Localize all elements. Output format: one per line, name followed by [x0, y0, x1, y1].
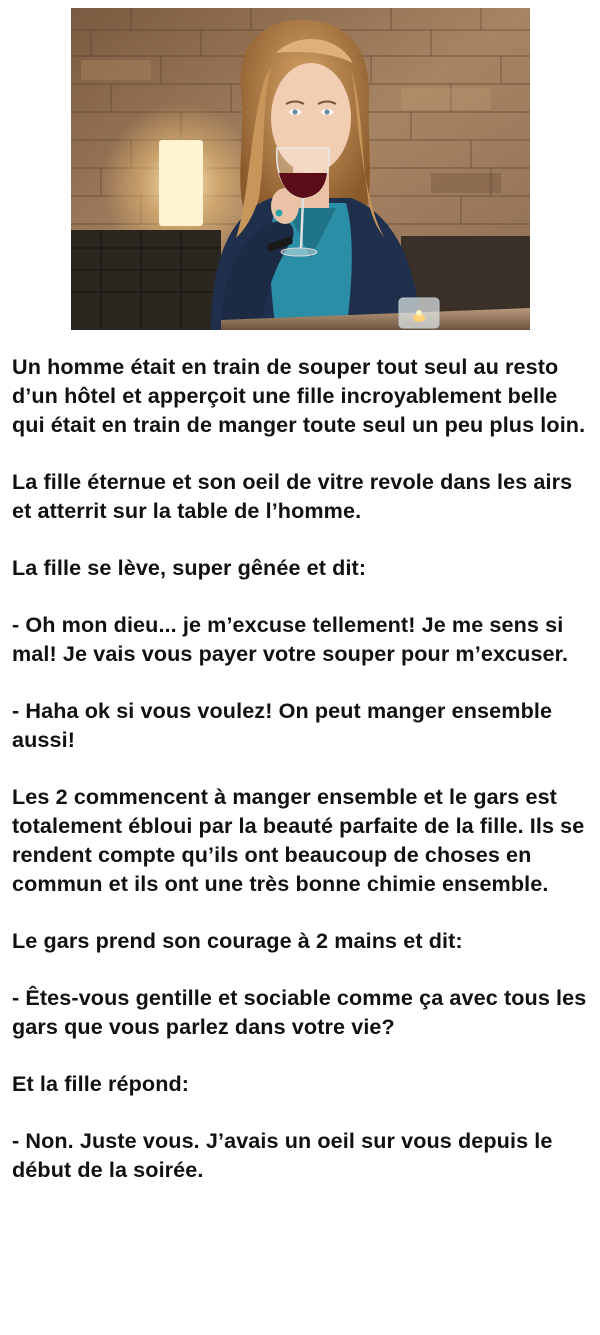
story-paragraph: La fille se lève, super gênée et dit: — [12, 555, 367, 580]
story-photo — [71, 8, 530, 330]
story-paragraph: La fille éternue et son oeil de vitre revole dans les airs et atterrit sur la table de l’homme. — [12, 469, 573, 523]
story-paragraph: Le gars prend son courage à 2 mains et dit: — [12, 928, 463, 953]
story-paragraph: Les 2 commencent à manger ensemble et le gars est totalement ébloui par la beauté parfaite de la fille. Ils se rendent compte qu’ils ont beaucoup de choses en commun et ils ont une très bonne chimie ensemble. — [12, 784, 585, 896]
woman-with-wine-illustration — [71, 8, 530, 330]
story-paragraph: - Non. Juste vous. J’avais un oeil sur vous depuis le début de la soirée. — [12, 1128, 553, 1182]
story-paragraph: - Oh mon dieu... je m’excuse tellement! Je me sens si mal! Je vais vous payer votre souper pour m’excuser. — [12, 612, 569, 666]
story-paragraph: - Êtes-vous gentille et sociable comme ça avec tous les gars que vous parlez dans votre vie? — [12, 985, 587, 1039]
story-paragraph: Un homme était en train de souper tout seul au resto d’un hôtel et apperçoit une fille incroyablement belle qui était en train de manger toute seul un peu plus loin. — [12, 354, 586, 437]
story-text — [12, 352, 594, 1184]
story-paragraph: Et la fille répond: — [12, 1071, 190, 1096]
story-paragraph: - Haha ok si vous voulez! On peut manger ensemble aussi! — [12, 698, 553, 752]
